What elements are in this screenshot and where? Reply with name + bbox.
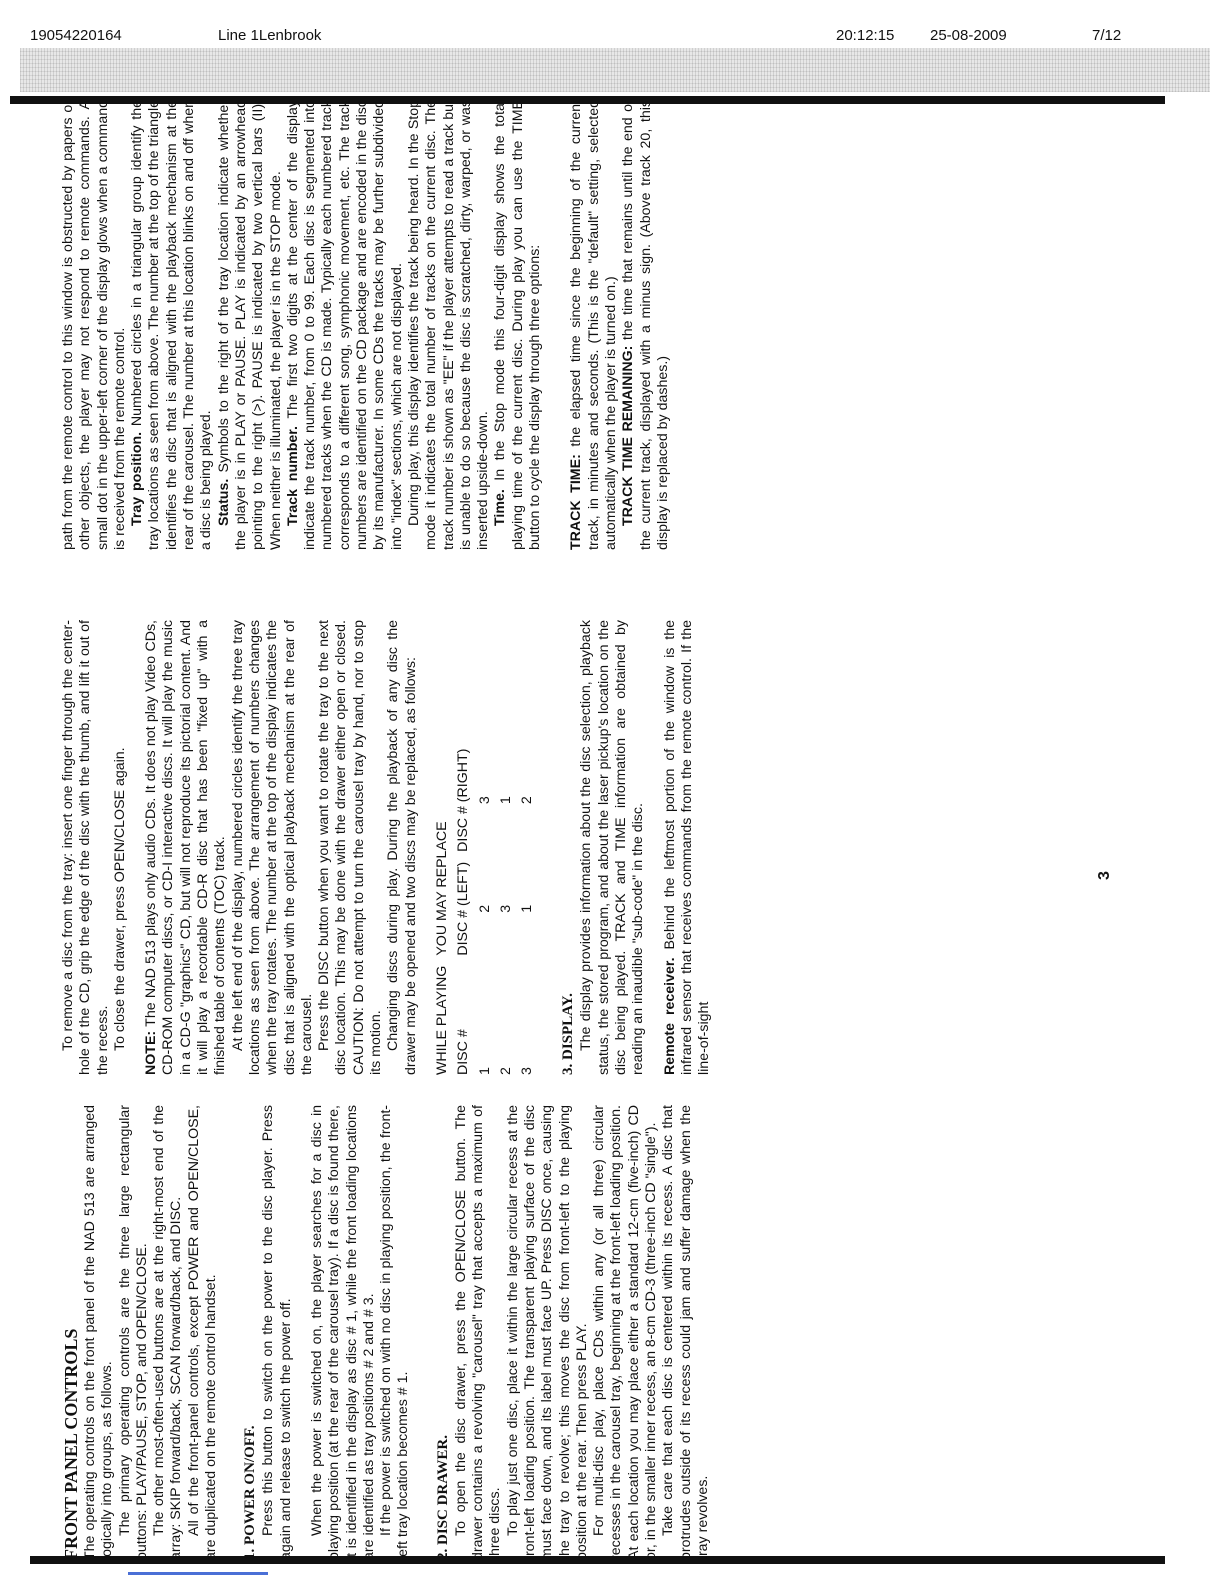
table-cell: 2: [476, 904, 493, 913]
table-cell: 2: [497, 1067, 514, 1075]
column-1: [60, 1105, 1120, 1560]
table-row: [496, 739, 517, 1075]
note-paragraph: [143, 620, 229, 1075]
paragraph: Changing discs during play. During the playback of any disc the drawer may be opened and two discs may be replaced, as follows:: [385, 620, 419, 1075]
paragraph: The other most-often-used buttons are at the right-most end of the array: SKIP forward/back, SCAN forward/back, and DISC.: [151, 1105, 185, 1560]
track-time-remaining-label: TRACK TIME REMAINING:: [620, 345, 637, 526]
note-label: NOTE:: [143, 1030, 160, 1075]
paragraph: All of the front-panel controls, except POWER and OPEN/CLOSE, are duplicated on the remote control handset.: [185, 1105, 220, 1560]
paragraph: To remove a disc from the tray: insert one finger through the center-hole of the CD, grip the edge of the disc with the thumb, and lift it out of the recess.: [60, 620, 111, 1075]
rotated-page: [60, 100, 1140, 1560]
track-time-label: TRACK TIME:: [568, 454, 585, 550]
remote-label: Remote receiver.: [661, 957, 678, 1075]
track-time-paragraph: [568, 100, 620, 550]
status-label: Status.: [215, 478, 232, 526]
column-2: [60, 620, 1120, 1075]
power-heading: 1. POWER ON/OFF.: [242, 1425, 259, 1560]
track-time-text: the elapsed time since the beginning of the current track, in minutes and seconds. (This is the "default" setting, selected automatically when the player is turned on.): [568, 100, 619, 550]
remote-receiver-paragraph: [662, 620, 714, 1075]
paragraph: Press this button to switch on the power to the disc player. Press again and release to switch the power off.: [260, 1105, 294, 1560]
tray-label: Tray position.: [129, 431, 146, 526]
paragraph: At the left end of the display, numbered circles identify the three tray locations as seen from above. The arrangement of numbers changes when the tray rotates. The number at the top of the display indicates the disc that is aligned with the optical playback mechanism at the rear of the carousel.: [229, 620, 315, 1075]
fax-scan-noise: [20, 48, 1210, 92]
status-paragraph: [216, 100, 285, 550]
paragraph: To play just one disc, place it within the large circular recess at the front-left loading position. The transparent playing surface of the disc must face down, and its label must face UP. Press DISC once, causing the tray to revolve; this moves the disc from front-left to the playing position at the rear. Then press PLAY.: [504, 1105, 590, 1560]
track-number-paragraph: [285, 100, 406, 550]
track-time-remaining-text: the time that remains until the end of the current track, displayed with a minus sign. (Above track 20, this display is replaced by dashes.): [620, 100, 671, 550]
fax-time: 20:12:15: [836, 27, 895, 44]
paragraph: To close the drawer, press OPEN/CLOSE again.: [111, 747, 128, 1051]
table-header: WHILE PLAYING: [433, 965, 450, 1075]
page-number: 3: [1096, 871, 1113, 880]
paragraph: The display provides information about the disc selection, playback status, the stored program, and about the laser pickup's location on the disc being played. TRACK and TIME information are obtained by reading an inaudible "sub-code" in the disc.: [578, 620, 647, 1075]
paragraph: For multi-disc play, place CDs within any (or all three) circular recesses in the carousel tray, beginning at the front-left loading position. At each location you may place either a standard 12-cm (five-inch) CD or, in the smaller inner recess, an 8-cm CD-3 (three-inch CD "single").: [591, 1105, 660, 1560]
table-cell: 2: [519, 796, 536, 805]
table-header: YOU MAY REPLACE: [433, 821, 450, 956]
section-heading: FRONT PANEL CONTROLS: [61, 1328, 81, 1560]
table-cell: 3: [497, 904, 514, 913]
table-cell: 1: [519, 904, 536, 913]
table-cell: 1: [497, 796, 514, 805]
time-label: Time.: [492, 489, 509, 526]
table-subheader: DISC # (LEFT): [455, 861, 472, 956]
fax-date: 25-08-2009: [930, 27, 1007, 44]
paragraph: When the power is switched on, the player searches for a disc in playing position (at the rear of the carousel tray). If a disc is found there, it is identified in the display as disc # 1, while the front loading locations are identified as tray positions # 2 and # 3.: [308, 1105, 377, 1560]
disc-replace-table: [432, 739, 538, 1075]
table-subheader: DISC # (RIGHT): [455, 748, 472, 852]
disc-drawer-heading: 2. DISC DRAWER.: [434, 1434, 451, 1560]
paragraph: During play, this display identifies the track being heard. In the Stop mode it indicates the total number of tracks on the current disc. The track number is shown as "EE" if the player attempts to read a track but is unable to do so because the disc is scratched, dirty, warped, or was inserted upside-down.: [405, 100, 492, 550]
table-cell: 3: [476, 796, 493, 805]
table-row: [475, 739, 496, 1075]
remote-text: Behind the leftmost portion of the window is the infrared sensor that receives commands from the remote control. If the line-of-sight: [661, 620, 713, 1075]
paragraph: To open the disc drawer, press the OPEN/CLOSE button. The drawer contains a revolving "carousel" tray that accepts a maximum of three discs.: [452, 1105, 504, 1560]
column-3: [60, 100, 1120, 550]
fax-header: [0, 0, 1224, 100]
tray-text: Numbered circles in a triangular group identify the tray locations as seen from above. The number at the top of the triangle identifies the disc that is aligned with the playback mechanism at the rear of the carousel. The number at this location blinks on and off when a disc is being played.: [129, 100, 215, 550]
time-text: In the Stop mode this four-digit display shows the total playing time of the current disc. During play you can use the TIME button to cycle the display through three options:: [492, 100, 544, 550]
paragraph: Press the DISC button when you want to rotate the tray to the next disc location. This may be done with the drawer either open or closed. CAUTION: Do not attempt to turn the carousel tray by hand, nor to stop its motion.: [316, 620, 385, 1075]
track-time-remaining-paragraph: [620, 100, 672, 550]
tray-position-paragraph: [129, 100, 215, 550]
track-label: Track number.: [284, 426, 301, 526]
note-text: The NAD 513 plays only audio CDs. It does not play Video CDs, CD-ROM computer discs, or CD-I interactive discs. It will play the music in a CD-G "graphics" CD, but will not reproduce its pictorial content. And it will play a recordable CD-R disc that has been "fixed up" with a finished table of contents (TOC) track.: [143, 620, 229, 1075]
paragraph: Take care that each disc is centered within its recess. A disc that protrudes outside of its recess could jam and suffer damage when the tray revolves.: [660, 1105, 711, 1560]
table-cell: 1: [476, 1067, 493, 1075]
bottom-blue-line: [128, 1572, 268, 1575]
display-heading: 3. DISPLAY.: [560, 993, 577, 1075]
table-row: [517, 739, 538, 1075]
paragraph: path from the remote control to this window is obstructed by papers or other objects, the player may not respond to remote commands. A small dot in the upper-left corner of the display glows when a command is received from the remote control.: [60, 100, 128, 550]
paragraph: The operating controls on the front panel of the NAD 513 are arranged logically into groups, as follows.: [82, 1105, 116, 1560]
fax-number: 19054220164: [30, 27, 122, 44]
fax-page: 7/12: [1092, 27, 1122, 44]
paragraph: If the power is switched on with no disc in playing position, the front-left tray location becomes # 1.: [378, 1105, 412, 1560]
table-cell: 3: [519, 1067, 536, 1075]
table-subheader: DISC #: [455, 1029, 472, 1075]
status-text: Symbols to the right of the tray location indicate whether the player is in PLAY or PAUSE. PLAY is indicated by an arrowhead pointing to the right (>). PAUSE is indicated by two vertical bars (II). When neither is illuminated, the player is in the STOP mode.: [215, 100, 284, 550]
time-paragraph: [492, 100, 544, 550]
fax-sender: Line 1Lenbrook: [218, 27, 322, 44]
track-text: The first two digits at the center of the display indicate the track number, from 0 to 99. Each disc is segmented into numbered tracks when the CD is made. Typically each numbered track corresponds to a different song, symphonic movement, etc. The track numbers are identified on the CD package and are encoded in the disc by its manufacturer. In some CDs the tracks may be further subdivided into "index" sections, which are not displayed.: [284, 100, 405, 550]
paragraph: The primary operating controls are the three large rectangular buttons: PLAY/PAUSE, STOP, and OPEN/CLOSE.: [116, 1105, 150, 1560]
